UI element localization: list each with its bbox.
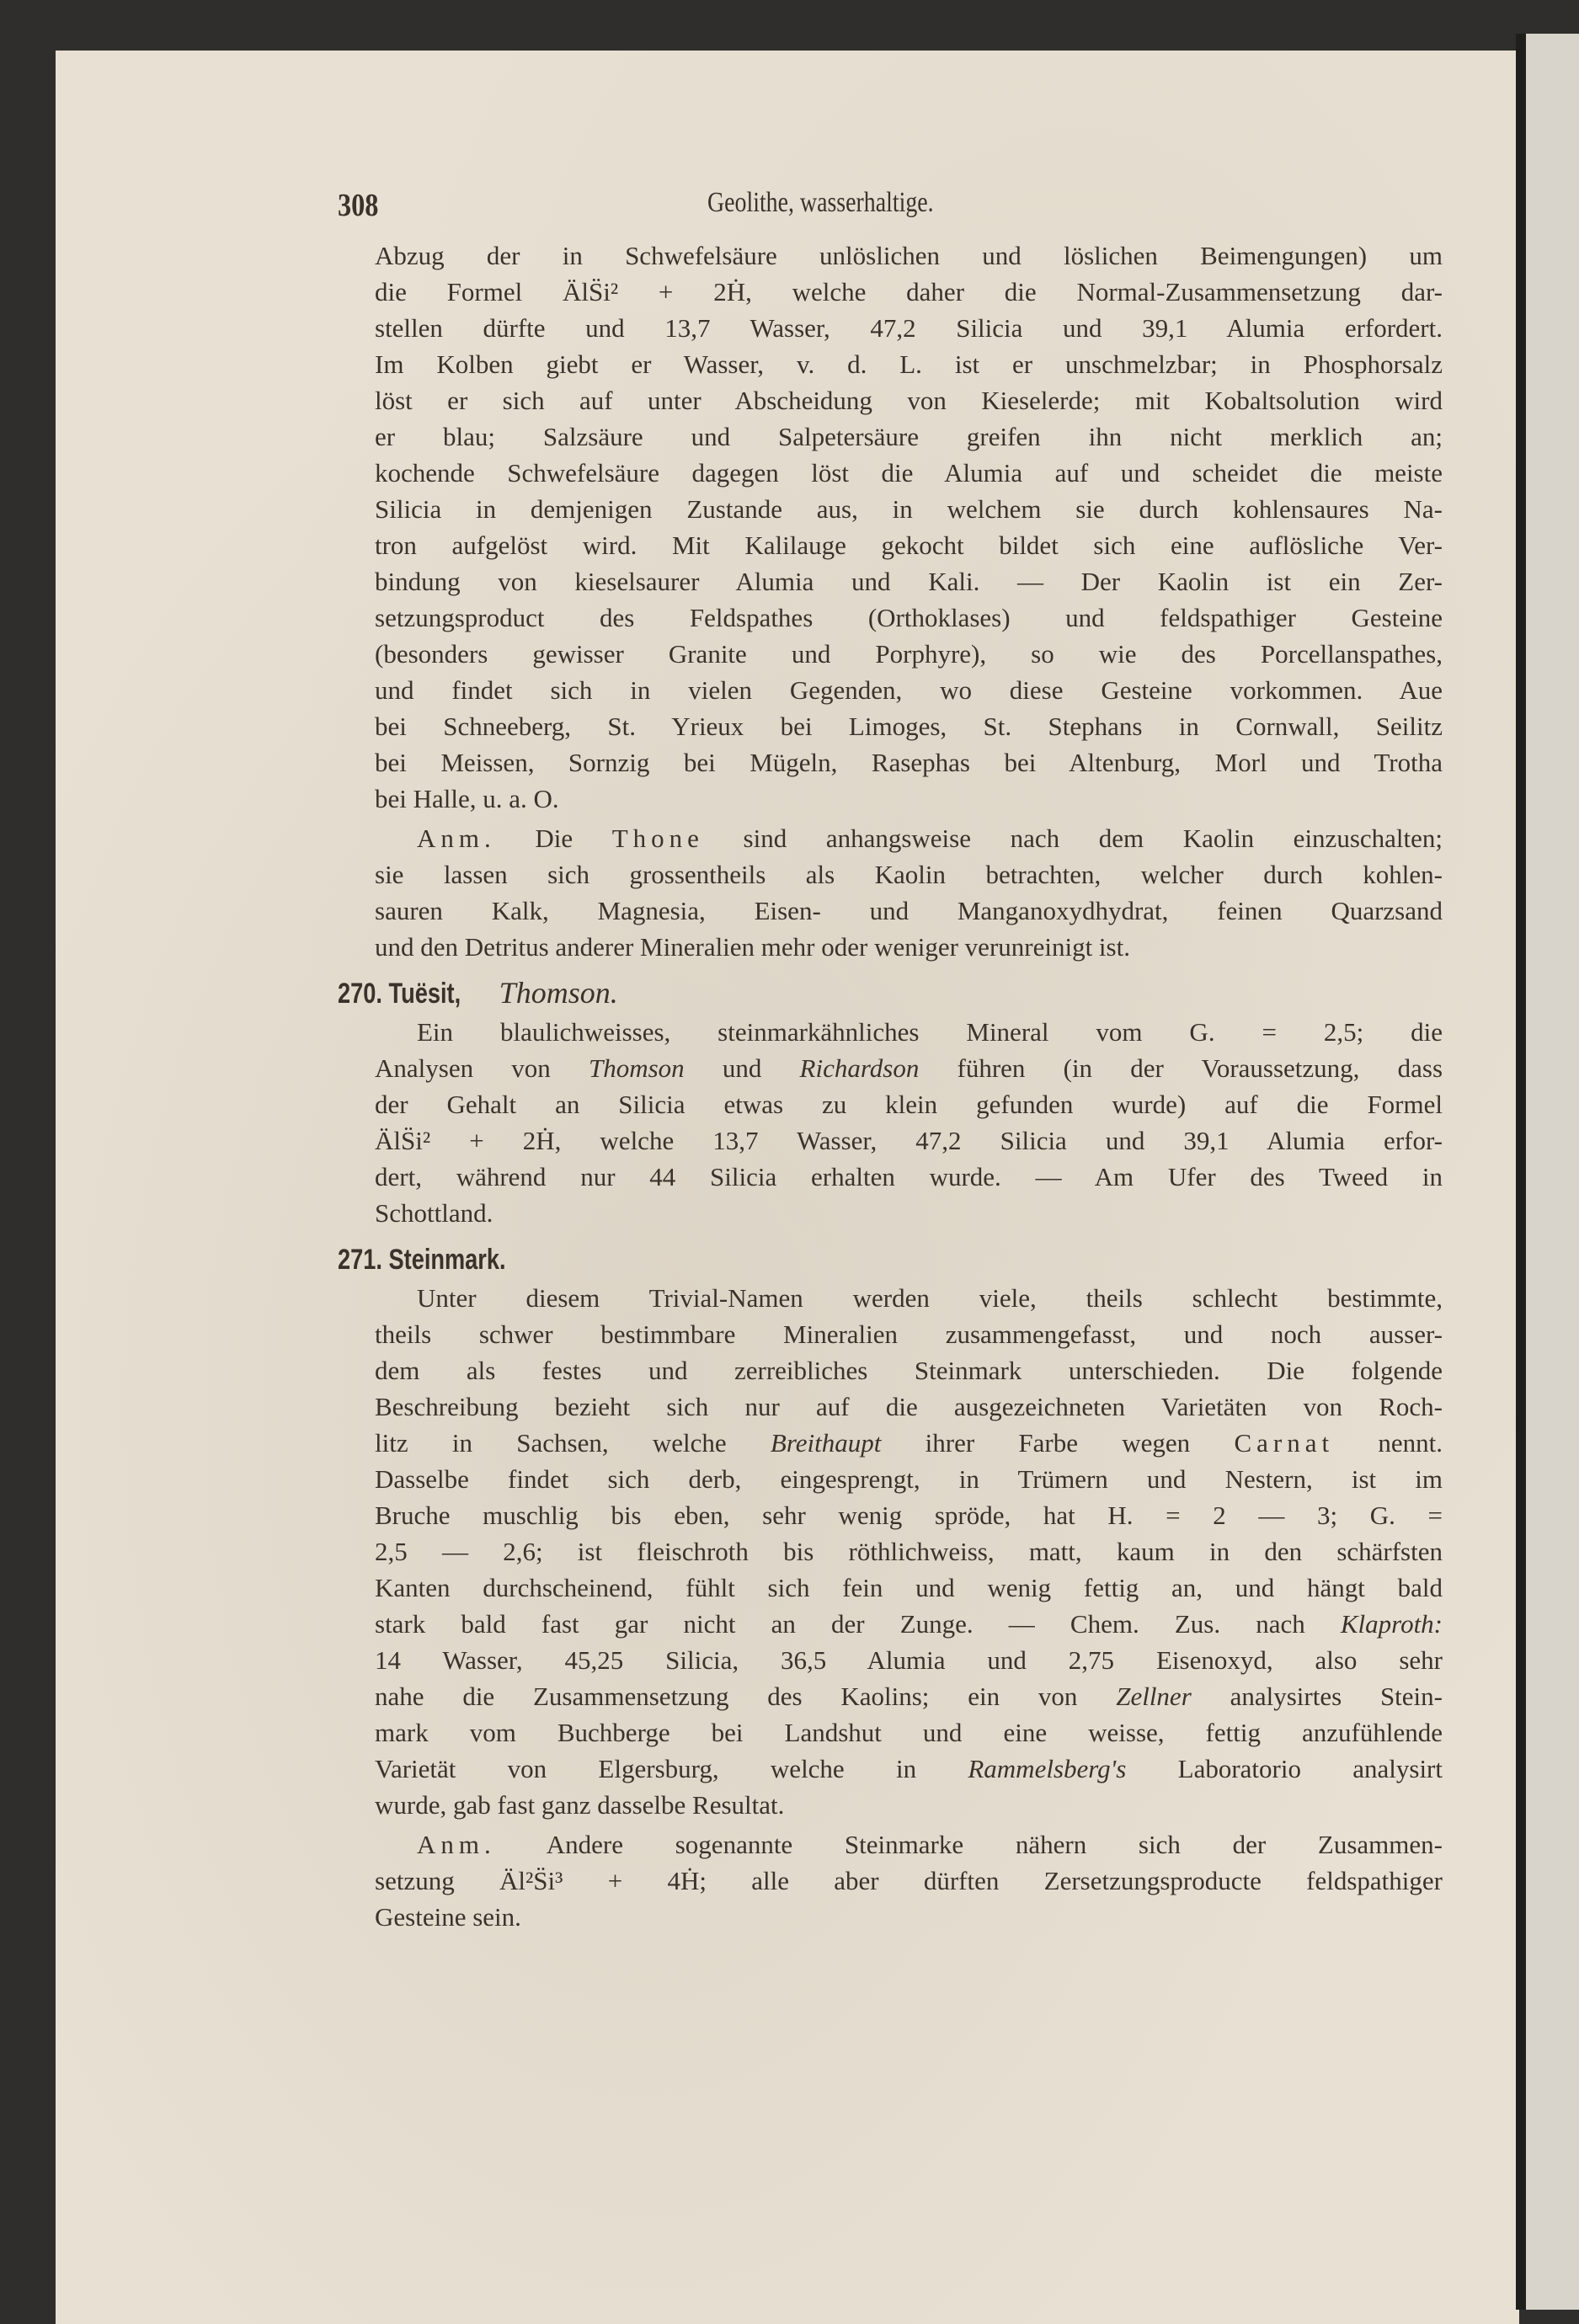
text-line — [375, 274, 1443, 310]
text-segment: tron aufgelöst wird. Mit Kalilauge gekocht bildet sich eine auflösliche Ver- — [375, 530, 1443, 560]
section-number: 270. Tuësit, — [338, 978, 461, 1010]
text-line — [375, 1316, 1443, 1352]
text-segment: nahe die Zusammensetzung des Kaolins; ein von — [375, 1682, 1117, 1711]
paragraph — [375, 237, 1443, 817]
text-line — [375, 600, 1443, 636]
text-segment: Beschreibung bezieht sich nur auf die ausgezeichneten Varietäten von Roch- — [375, 1392, 1443, 1421]
text-segment: er blau; Salzsäure und Salpetersäure greifen ihn nicht merklich an; — [375, 422, 1443, 451]
text-line — [375, 1425, 1443, 1461]
text-line — [375, 1014, 1443, 1050]
paragraph — [375, 820, 1443, 965]
text-segment: bei Halle, u. a. O. — [375, 784, 559, 813]
text-segment: Kanten durchscheinend, fühlt sich fein und wenig fettig an, und hängt bald — [375, 1573, 1443, 1602]
text-segment: dert, während nur 44 Silicia erhalten wurde. — Am Ufer des Tweed in — [375, 1162, 1443, 1191]
text-line — [375, 455, 1443, 491]
paragraph — [375, 1826, 1443, 1935]
italic-name: Zellner — [1116, 1682, 1192, 1711]
text-line — [375, 929, 1443, 965]
italic-name: Rammelsberg's — [968, 1754, 1127, 1783]
text-segment: löst er sich auf unter Abscheidung von Kieselerde; mit Kobaltsolution wird — [375, 386, 1443, 415]
text-segment: ihrer Farbe wegen — [881, 1428, 1235, 1458]
text-segment: bindung von kieselsaurer Alumia und Kali. — Der Kaolin ist ein Zer- — [375, 567, 1443, 596]
text-line — [375, 237, 1443, 274]
text-line — [375, 781, 1443, 817]
text-line — [375, 1389, 1443, 1425]
text-segment: sauren Kalk, Magnesia, Eisen- und Manganoxydhydrat, feinen Quarzsand — [375, 896, 1443, 925]
text-line — [375, 708, 1443, 744]
text-segment: und — [684, 1053, 800, 1083]
text-segment: bei Meissen, Sornzig bei Mügeln, Rasephas bei Altenburg, Morl und Trotha — [375, 748, 1443, 777]
text-line — [375, 1159, 1443, 1195]
text-line — [375, 1461, 1443, 1497]
text-line — [375, 1497, 1443, 1533]
text-segment: setzungsproduct des Feldspathes (Orthoklases) und feldspathiger Gesteine — [375, 603, 1443, 632]
text-segment: die Formel ÄlS̈i² + 2Ḣ, welche daher die Normal-Zusammensetzung dar- — [375, 277, 1443, 306]
running-header — [338, 187, 1443, 227]
text-segment: stark bald fast gar nicht an der Zunge. — Chem. Zus. nach — [375, 1609, 1341, 1639]
text-line — [375, 636, 1443, 672]
text-line — [375, 1195, 1443, 1231]
text-segment: und den Detritus anderer Mineralien mehr oder weniger verunreinigt ist. — [375, 932, 1130, 962]
text-segment: theils schwer bestimmbare Mineralien zusammengefasst, und noch ausser- — [375, 1319, 1443, 1349]
text-segment: sind anhangsweise nach dem Kaolin einzuschalten; — [703, 824, 1443, 853]
text-segment: setzung Äl²S̈i³ + 4Ḣ; alle aber dürften Zersetzungsproducte feldspathiger — [375, 1866, 1443, 1895]
next-page-edge — [1526, 34, 1579, 2310]
section-number: 271. Steinmark. — [338, 1244, 506, 1276]
text-segment: 14 Wasser, 45,25 Silicia, 36,5 Alumia und 2,75 Eisenoxyd, also sehr — [375, 1645, 1443, 1675]
text-segment: bei Schneeberg, St. Yrieux bei Limoges, St. Stephans in Cornwall, Seilitz — [375, 712, 1443, 741]
text-segment: Schottland. — [375, 1198, 493, 1228]
section-author: Thomson. — [491, 976, 618, 1010]
text-segment: Gesteine sein. — [375, 1902, 521, 1932]
text-line — [375, 744, 1443, 781]
spaced-text: Thone — [611, 824, 704, 853]
italic-name: Breithaupt — [770, 1428, 882, 1458]
text-segment: nennt. — [1334, 1428, 1443, 1458]
page-text — [338, 187, 1443, 1938]
text-segment: 2,5 — 2,6; ist fleischroth bis röthlichweiss, matt, kaum in den schärfsten — [375, 1537, 1443, 1566]
text-line — [375, 310, 1443, 346]
text-segment: Dasselbe findet sich derb, eingesprengt, in Trümern und Nestern, ist im — [375, 1464, 1443, 1494]
text-line — [375, 1714, 1443, 1751]
page-number: 308 — [338, 188, 379, 223]
text-segment: kochende Schwefelsäure dagegen löst die Alumia auf und scheidet die meiste — [375, 458, 1443, 488]
italic-name: Richardson — [799, 1053, 920, 1083]
italic-name: Thomson — [588, 1053, 685, 1083]
text-line — [375, 1899, 1443, 1935]
text-segment: führen (in der Voraussetzung, dass — [919, 1053, 1443, 1083]
text-line — [375, 820, 1443, 856]
text-line — [375, 672, 1443, 708]
text-segment: (besonders gewisser Granite und Porphyre), so wie des Porcellanspathes, — [375, 639, 1443, 669]
text-segment: der Gehalt an Silicia etwas zu klein gefunden wurde) auf die Formel — [375, 1090, 1443, 1119]
spaced-text: Carnat — [1234, 1428, 1335, 1458]
text-segment: litz in Sachsen, welche — [375, 1428, 771, 1458]
text-segment: Im Kolben giebt er Wasser, v. d. L. ist er unschmelzbar; in Phosphorsalz — [375, 349, 1443, 379]
page-gutter — [1516, 34, 1526, 2310]
text-segment: Ein blaulichweisses, steinmarkähnliches Mineral vom G. = 2,5; die — [417, 1017, 1443, 1047]
text-segment: Abzug der in Schwefelsäure unlöslichen und löslichen Beimengungen) um — [375, 241, 1443, 270]
spaced-text: Anm. — [417, 824, 496, 853]
text-line — [375, 1863, 1443, 1899]
text-segment: analysirtes Stein- — [1191, 1682, 1443, 1711]
text-line — [375, 346, 1443, 382]
text-segment: Andere sogenannte Steinmarke nähern sich der Zusammen- — [495, 1830, 1443, 1859]
text-line — [375, 418, 1443, 455]
text-segment: Analysen von — [375, 1053, 589, 1083]
text-line — [375, 382, 1443, 418]
text-line — [375, 1086, 1443, 1122]
text-line — [375, 1050, 1443, 1086]
body-text — [338, 237, 1443, 1935]
spaced-text: Anm. — [417, 1830, 496, 1859]
text-line — [375, 491, 1443, 527]
text-line — [375, 1352, 1443, 1389]
text-line — [375, 1122, 1443, 1159]
italic-name: Klaproth: — [1340, 1609, 1443, 1639]
text-line — [375, 1570, 1443, 1606]
text-segment: Bruche muschlig bis eben, sehr wenig spröde, hat H. = 2 — 3; G. = — [375, 1500, 1443, 1530]
text-segment: stellen dürfte und 13,7 Wasser, 47,2 Silicia und 39,1 Alumia erfordert. — [375, 313, 1443, 343]
paragraph — [375, 1280, 1443, 1823]
text-segment: Silicia in demjenigen Zustande aus, in welchem sie durch kohlensaures Na- — [375, 494, 1443, 524]
running-title: Geolithe, wasserhaltige. — [707, 187, 934, 218]
text-line — [375, 1280, 1443, 1316]
text-line — [375, 1751, 1443, 1787]
text-line — [375, 527, 1443, 563]
text-segment: sie lassen sich grossentheils als Kaolin betrachten, welcher durch kohlen- — [375, 860, 1443, 889]
text-line — [375, 1606, 1443, 1642]
text-segment: ÄlS̈i² + 2Ḣ, welche 13,7 Wasser, 47,2 Silicia und 39,1 Alumia erfor- — [375, 1126, 1443, 1155]
text-line — [375, 893, 1443, 929]
text-segment: dem als festes und zerreibliches Steinmark unterschieden. Die folgende — [375, 1356, 1443, 1385]
text-segment: mark vom Buchberge bei Landshut und eine weisse, fettig anzufühlende — [375, 1718, 1443, 1747]
text-line — [375, 1533, 1443, 1570]
text-segment: Laboratorio analysirt — [1126, 1754, 1443, 1783]
text-segment: Unter diesem Trivial-Namen werden viele, theils schlecht bestimmte, — [417, 1283, 1443, 1313]
text-line — [375, 1678, 1443, 1714]
text-line — [375, 563, 1443, 600]
text-segment: Varietät von Elgersburg, welche in — [375, 1754, 968, 1783]
paragraph — [375, 1014, 1443, 1231]
section-heading — [338, 972, 1443, 1014]
text-line — [375, 856, 1443, 893]
section-heading — [338, 1238, 1443, 1280]
text-segment: und findet sich in vielen Gegenden, wo diese Gesteine vorkommen. Aue — [375, 675, 1443, 705]
text-line — [375, 1642, 1443, 1678]
text-line — [375, 1787, 1443, 1823]
text-segment: wurde, gab fast ganz dasselbe Resultat. — [375, 1790, 785, 1820]
text-segment: Die — [495, 824, 612, 853]
text-line — [375, 1826, 1443, 1863]
